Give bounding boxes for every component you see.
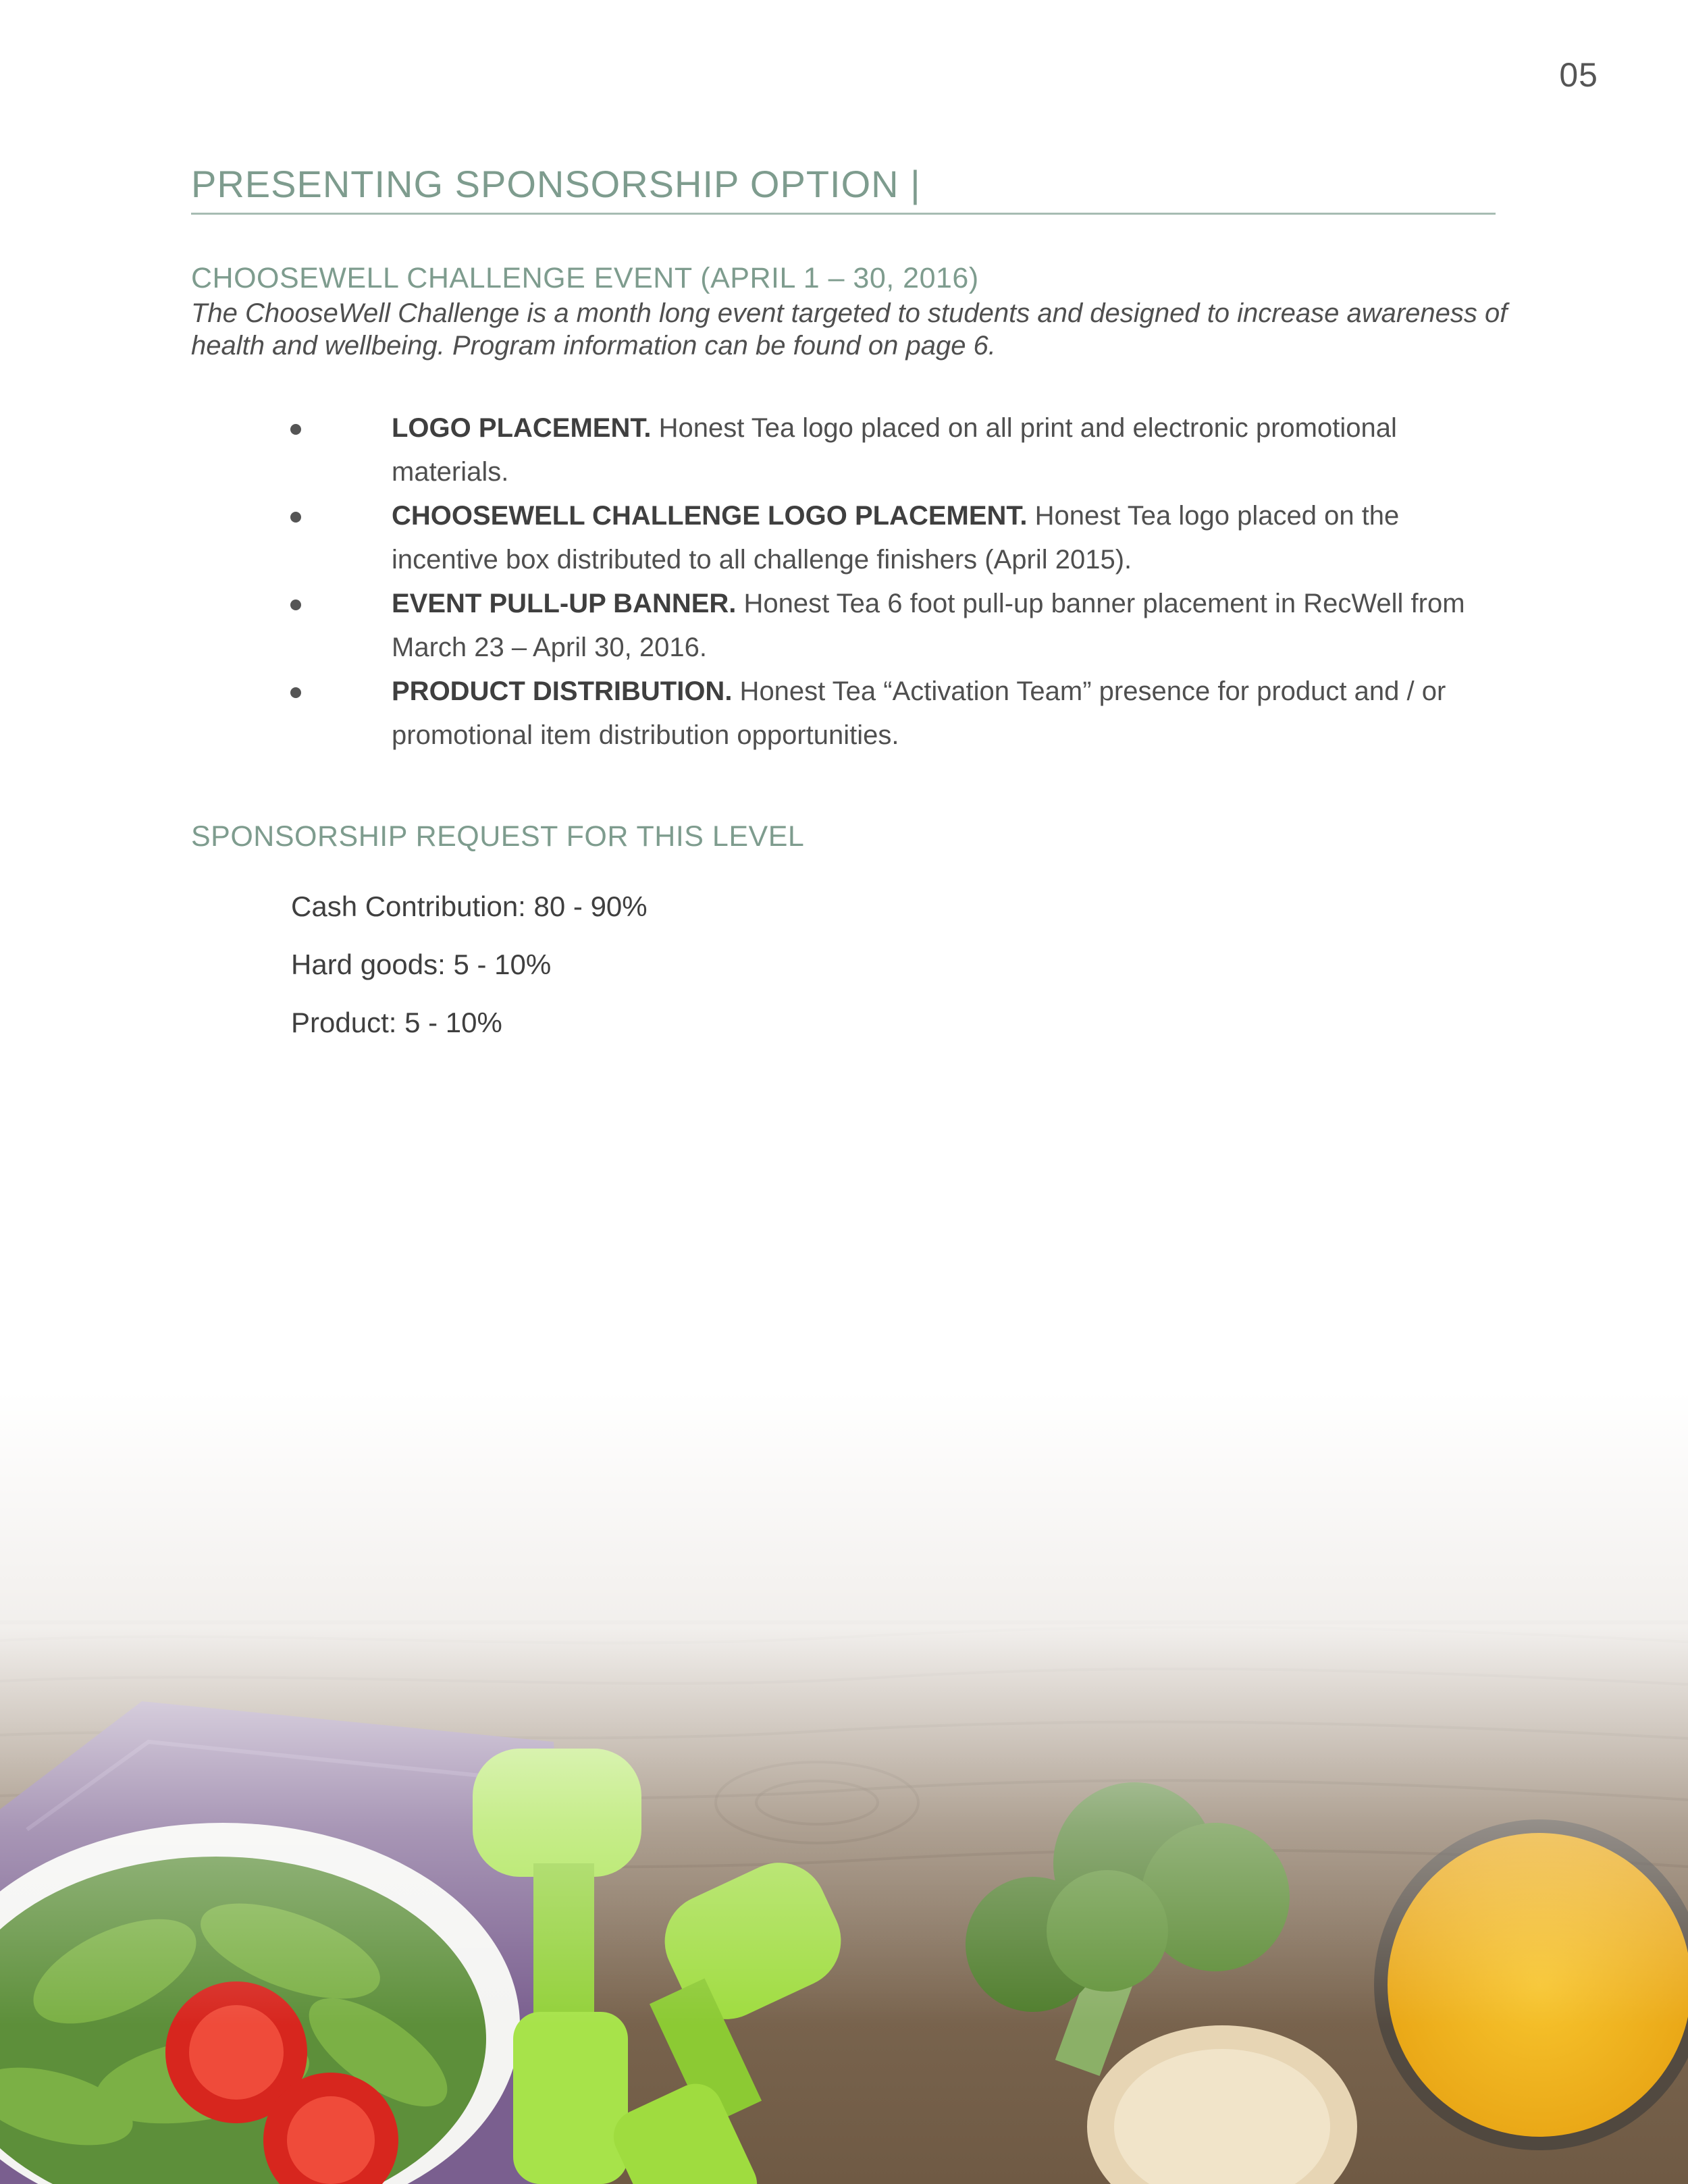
event-heading: CHOOSEWELL CHALLENGE EVENT (APRIL 1 – 30, 2016) bbox=[191, 262, 979, 294]
list-item bbox=[284, 582, 1512, 670]
request-value: 5 - 10% bbox=[453, 949, 552, 980]
list-item bbox=[284, 494, 1512, 582]
list-item bbox=[284, 670, 1512, 757]
bullet-icon bbox=[290, 600, 301, 610]
bullet-lead: PRODUCT DISTRIBUTION. bbox=[392, 676, 733, 706]
bullet-icon bbox=[290, 512, 301, 523]
request-value: 80 - 90% bbox=[533, 890, 648, 922]
page-number: 05 bbox=[1559, 56, 1598, 94]
title-rule bbox=[191, 213, 1496, 215]
event-description: The ChooseWell Challenge is a month long event targeted to students and designed to increase awareness of health and wellbeing. Program information can be found on page 6. bbox=[191, 298, 1508, 361]
bullet-icon bbox=[290, 687, 301, 698]
request-row bbox=[291, 994, 648, 1052]
bullet-icon bbox=[290, 424, 301, 435]
request-heading: SPONSORSHIP REQUEST FOR THIS LEVEL bbox=[191, 820, 805, 853]
bullet-text: Honest Tea 6 foot pull-up banner placement in RecWell from March 23 – April 30, 2016. bbox=[392, 589, 1465, 662]
list-item bbox=[284, 406, 1512, 494]
request-row bbox=[291, 878, 648, 936]
bullet-lead: EVENT PULL-UP BANNER. bbox=[392, 589, 737, 618]
request-row bbox=[291, 936, 648, 994]
bullet-lead: LOGO PLACEMENT. bbox=[392, 413, 652, 443]
bullet-text: Honest Tea logo placed on all print and electronic promotional materials. bbox=[392, 413, 1397, 487]
request-label: Product: bbox=[291, 1007, 397, 1038]
bullet-text: Honest Tea “Activation Team” presence for product and / or promotional item distribution opportunities. bbox=[392, 676, 1446, 750]
benefits-list bbox=[284, 406, 1512, 757]
request-label: Hard goods: bbox=[291, 949, 446, 980]
healthy-lifestyle-photo bbox=[0, 1391, 1688, 2184]
request-label: Cash Contribution: bbox=[291, 890, 526, 922]
section-title: PRESENTING SPONSORSHIP OPTION | bbox=[191, 163, 921, 205]
request-list bbox=[291, 878, 648, 1052]
request-value: 5 - 10% bbox=[404, 1007, 502, 1038]
bullet-lead: CHOOSEWELL CHALLENGE LOGO PLACEMENT. bbox=[392, 501, 1028, 531]
bullet-text: Honest Tea logo placed on the incentive box distributed to all challenge finishers (April 2015). bbox=[392, 501, 1400, 575]
